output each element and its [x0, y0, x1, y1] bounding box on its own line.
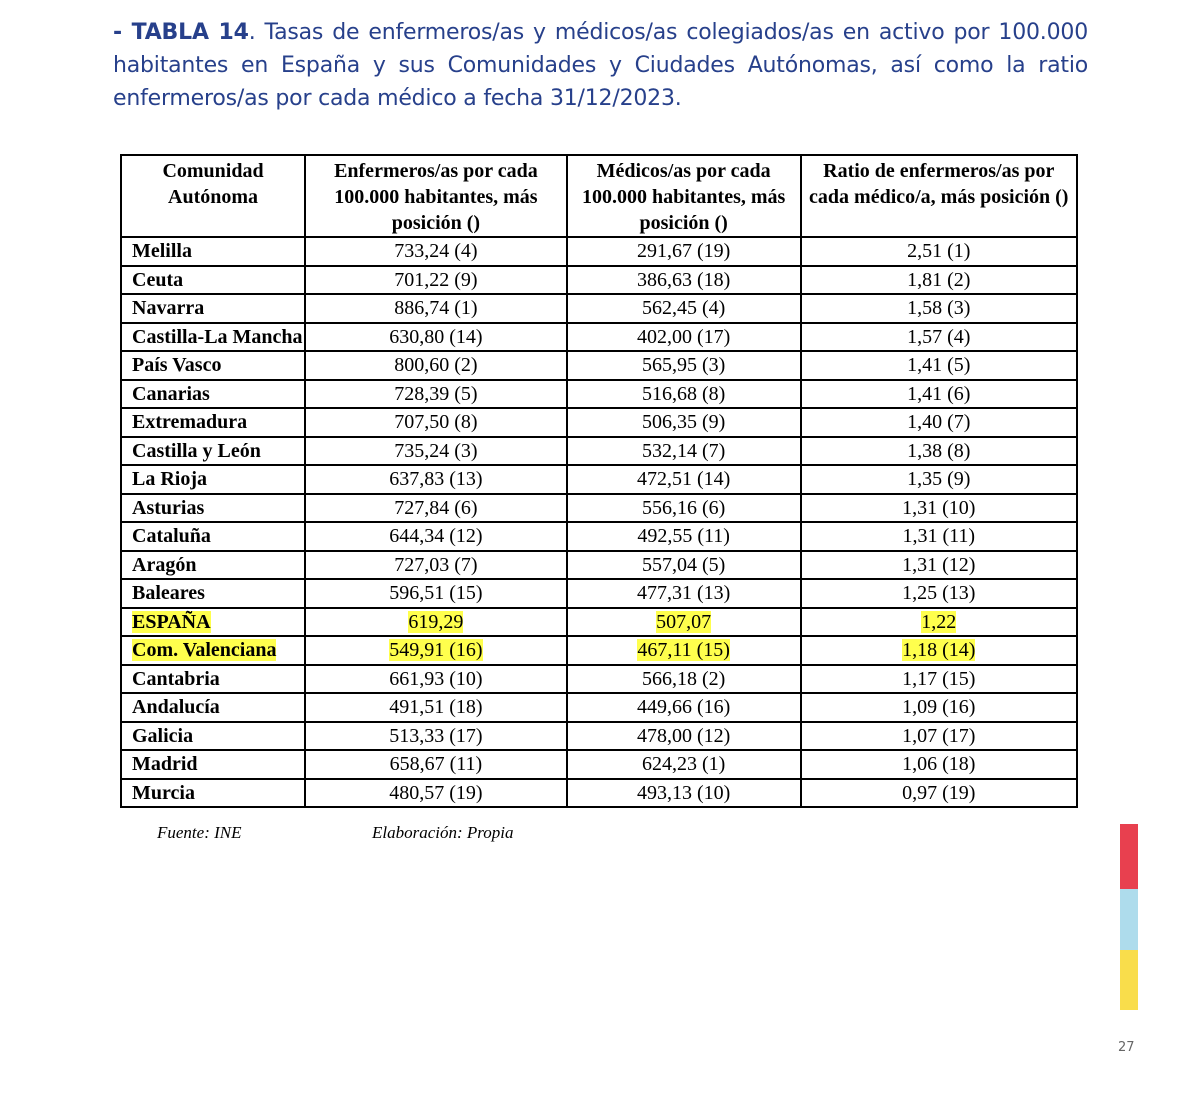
decorative-bar-blue — [1120, 889, 1138, 950]
medicos-cell-text: 562,45 (4) — [641, 297, 726, 319]
table-row — [121, 237, 1077, 266]
medicos-cell — [567, 494, 801, 523]
medicos-cell — [567, 294, 801, 323]
table-row — [121, 551, 1077, 580]
medicos-cell-text: 478,00 (12) — [636, 724, 731, 747]
enfermeros-cell — [305, 351, 567, 380]
enfermeros-cell — [305, 294, 567, 323]
medicos-cell-text: 532,14 (7) — [641, 439, 726, 462]
medicos-cell — [567, 237, 801, 266]
ratio-cell — [801, 323, 1077, 352]
medicos-cell-text: 449,66 (16) — [636, 696, 731, 718]
caption-label: - TABLA 14 — [113, 20, 249, 45]
ratio-cell-text: 1,31 (12) — [902, 553, 976, 576]
region-cell — [121, 408, 305, 437]
region-cell-text: Ceuta — [132, 268, 184, 291]
region-cell-text: Melilla — [132, 240, 192, 262]
enfermeros-cell — [305, 693, 567, 722]
table-row — [121, 722, 1077, 751]
enfermeros-cell-text: 549,91 (16) — [389, 639, 483, 661]
region-cell-text: Com. Valenciana — [132, 639, 277, 661]
table-row — [121, 693, 1077, 722]
enfermeros-cell-text: 596,51 (15) — [389, 582, 483, 604]
region-cell — [121, 465, 305, 494]
table-row — [121, 579, 1077, 608]
ratio-cell-text: 1,31 (10) — [902, 496, 976, 519]
table-body — [121, 237, 1077, 807]
region-cell — [121, 551, 305, 580]
table-row — [121, 465, 1077, 494]
medicos-cell — [567, 351, 801, 380]
ratio-cell-text: 1,07 (17) — [902, 724, 976, 747]
ratio-cell-text: 1,25 (13) — [902, 582, 976, 604]
medicos-cell — [567, 437, 801, 466]
header-enfermeros: Enfermeros/as por cada 100.000 habitantes, más posición () — [305, 155, 567, 237]
ratio-cell — [801, 494, 1077, 523]
ratio-cell-text: 1,40 (7) — [907, 411, 971, 433]
table-row — [121, 750, 1077, 779]
region-cell-text: Madrid — [132, 753, 198, 775]
table-row — [121, 294, 1077, 323]
ratio-cell — [801, 437, 1077, 466]
table-row — [121, 665, 1077, 694]
page-number: 27 — [1118, 1040, 1135, 1055]
table-row — [121, 608, 1077, 637]
enfermeros-cell-text: 735,24 (3) — [394, 439, 478, 462]
enfermeros-cell — [305, 522, 567, 551]
ratio-cell-text: 2,51 (1) — [907, 240, 971, 262]
ratio-cell — [801, 665, 1077, 694]
enfermeros-cell — [305, 437, 567, 466]
ratio-cell-text: 1,22 — [921, 610, 957, 633]
enfermeros-cell-text: 491,51 (18) — [389, 696, 483, 718]
region-cell — [121, 779, 305, 808]
region-cell — [121, 351, 305, 380]
enfermeros-cell — [305, 750, 567, 779]
region-cell-text: Galicia — [132, 724, 194, 747]
ratio-cell-text: 1,17 (15) — [902, 667, 976, 690]
header-ratio: Ratio de enfermeros/as por cada médico/a, más posición () — [801, 155, 1077, 237]
region-cell — [121, 437, 305, 466]
enfermeros-cell-text: 661,93 (10) — [389, 667, 483, 690]
region-cell-text: Castilla y León — [132, 439, 261, 462]
medicos-cell — [567, 408, 801, 437]
region-cell — [121, 294, 305, 323]
region-cell — [121, 608, 305, 637]
region-cell-text: Cataluña — [132, 525, 211, 547]
region-cell — [121, 636, 305, 665]
medicos-cell-text: 402,00 (17) — [636, 325, 731, 348]
table-row — [121, 266, 1077, 295]
region-cell-text: Andalucía — [132, 696, 220, 718]
ratio-cell — [801, 237, 1077, 266]
enfermeros-cell — [305, 779, 567, 808]
enfermeros-cell-text: 701,22 (9) — [394, 268, 478, 291]
enfermeros-cell — [305, 408, 567, 437]
region-cell-text: Aragón — [132, 553, 197, 576]
enfermeros-cell — [305, 665, 567, 694]
medicos-cell-text: 566,18 (2) — [641, 667, 726, 690]
enfermeros-cell-text: 480,57 (19) — [389, 781, 483, 804]
ratio-cell — [801, 636, 1077, 665]
enfermeros-cell-text: 733,24 (4) — [394, 240, 478, 262]
enfermeros-cell-text: 644,34 (12) — [389, 525, 483, 547]
enfermeros-cell — [305, 465, 567, 494]
enfermeros-cell-text: 619,29 — [408, 610, 464, 633]
medicos-cell — [567, 693, 801, 722]
table-caption — [113, 16, 1088, 115]
table-row — [121, 380, 1077, 409]
ratio-cell — [801, 750, 1077, 779]
enfermeros-cell — [305, 551, 567, 580]
ratio-cell — [801, 579, 1077, 608]
enfermeros-cell-text: 637,83 (13) — [389, 468, 483, 490]
ratio-cell — [801, 266, 1077, 295]
region-cell-text: Cantabria — [132, 667, 220, 690]
medicos-cell — [567, 579, 801, 608]
region-cell — [121, 750, 305, 779]
enfermeros-cell-text: 658,67 (11) — [389, 753, 483, 775]
region-cell — [121, 494, 305, 523]
region-cell — [121, 579, 305, 608]
ratio-cell-text: 1,58 (3) — [907, 297, 971, 319]
region-cell-text: País Vasco — [132, 354, 222, 376]
medicos-cell — [567, 323, 801, 352]
medicos-cell-text: 565,95 (3) — [641, 354, 726, 376]
enfermeros-cell — [305, 579, 567, 608]
enfermeros-cell-text: 707,50 (8) — [394, 411, 478, 433]
ratio-cell-text: 1,81 (2) — [907, 268, 971, 291]
medicos-cell-text: 506,35 (9) — [641, 411, 726, 433]
medicos-cell-text: 557,04 (5) — [641, 553, 726, 576]
header-medicos: Médicos/as por cada 100.000 habitantes, más posición () — [567, 155, 801, 237]
medicos-cell — [567, 266, 801, 295]
medicos-cell-text: 472,51 (14) — [636, 468, 731, 490]
ratio-cell — [801, 779, 1077, 808]
region-cell — [121, 380, 305, 409]
decorative-bar-yellow — [1120, 950, 1138, 1010]
medicos-cell — [567, 551, 801, 580]
data-table — [120, 154, 1078, 808]
enfermeros-cell-text: 800,60 (2) — [394, 354, 478, 376]
ratio-cell-text: 1,38 (8) — [907, 439, 971, 462]
enfermeros-cell-text: 727,03 (7) — [394, 553, 478, 576]
enfermeros-cell — [305, 494, 567, 523]
enfermeros-cell-text: 727,84 (6) — [394, 496, 478, 519]
medicos-cell — [567, 722, 801, 751]
enfermeros-cell-text: 728,39 (5) — [394, 382, 478, 405]
enfermeros-cell — [305, 636, 567, 665]
medicos-cell — [567, 522, 801, 551]
enfermeros-cell-text: 513,33 (17) — [389, 724, 483, 747]
medicos-cell-text: 516,68 (8) — [641, 382, 726, 405]
enfermeros-cell — [305, 237, 567, 266]
medicos-cell-text: 477,31 (13) — [636, 582, 731, 604]
ratio-cell-text: 0,97 (19) — [902, 781, 976, 804]
medicos-cell — [567, 380, 801, 409]
decorative-bar-red — [1120, 824, 1138, 889]
ratio-cell-text: 1,09 (16) — [902, 696, 976, 718]
region-cell — [121, 266, 305, 295]
region-cell-text: Baleares — [132, 582, 205, 604]
ratio-cell — [801, 465, 1077, 494]
ratio-cell-text: 1,41 (5) — [907, 354, 971, 376]
ratio-cell — [801, 408, 1077, 437]
region-cell — [121, 522, 305, 551]
enfermeros-cell — [305, 380, 567, 409]
medicos-cell-text: 556,16 (6) — [641, 496, 726, 519]
enfermeros-cell — [305, 323, 567, 352]
table-row — [121, 437, 1077, 466]
table-row — [121, 408, 1077, 437]
region-cell — [121, 323, 305, 352]
medicos-cell-text: 493,13 (10) — [636, 781, 731, 804]
enfermeros-cell — [305, 722, 567, 751]
ratio-cell — [801, 551, 1077, 580]
table-row — [121, 636, 1077, 665]
ratio-cell-text: 1,06 (18) — [902, 753, 976, 775]
enfermeros-cell-text: 630,80 (14) — [389, 325, 483, 348]
ratio-cell — [801, 294, 1077, 323]
table-row — [121, 323, 1077, 352]
medicos-cell — [567, 779, 801, 808]
elaboration-footnote: Elaboración: Propia — [372, 823, 514, 842]
region-cell-text: Castilla-La Mancha — [132, 325, 303, 348]
ratio-cell-text: 1,18 (14) — [902, 639, 976, 661]
ratio-cell-text: 1,31 (11) — [902, 525, 976, 547]
ratio-cell — [801, 693, 1077, 722]
medicos-cell-text: 492,55 (11) — [637, 525, 730, 547]
medicos-cell — [567, 665, 801, 694]
medicos-cell-text: 291,67 (19) — [636, 240, 731, 262]
table-row — [121, 494, 1077, 523]
region-cell-text: Extremadura — [132, 411, 248, 433]
medicos-cell — [567, 750, 801, 779]
enfermeros-cell — [305, 608, 567, 637]
ratio-cell-text: 1,57 (4) — [907, 325, 971, 348]
region-cell — [121, 237, 305, 266]
ratio-cell — [801, 608, 1077, 637]
source-footnote: Fuente: INE — [157, 823, 242, 842]
medicos-cell-text: 624,23 (1) — [641, 753, 726, 775]
region-cell-text: Navarra — [132, 297, 205, 319]
medicos-cell — [567, 636, 801, 665]
ratio-cell-text: 1,41 (6) — [907, 382, 971, 405]
region-cell — [121, 665, 305, 694]
header-comunidad: Comunidad Autónoma — [121, 155, 305, 237]
table-header-row — [121, 155, 1077, 237]
enfermeros-cell — [305, 266, 567, 295]
ratio-cell — [801, 351, 1077, 380]
region-cell-text: Canarias — [132, 382, 210, 405]
region-cell-text: Asturias — [132, 496, 205, 519]
medicos-cell — [567, 465, 801, 494]
region-cell — [121, 693, 305, 722]
enfermeros-cell-text: 886,74 (1) — [394, 297, 478, 319]
region-cell-text: ESPAÑA — [132, 610, 211, 633]
ratio-cell-text: 1,35 (9) — [907, 468, 971, 490]
medicos-cell-text: 507,07 — [656, 610, 712, 633]
medicos-cell-text: 467,11 (15) — [637, 639, 730, 661]
medicos-cell — [567, 608, 801, 637]
medicos-cell-text: 386,63 (18) — [636, 268, 731, 291]
ratio-cell — [801, 522, 1077, 551]
table-row — [121, 522, 1077, 551]
caption-text: . Tasas de enfermeros/as y médicos/as colegiados/as en activo por 100.000 habitantes en España y sus Comunidades y Ciudades Autónomas, así como la ratio enfermeros/as por cada médico a fecha 31/12/2023. — [113, 20, 1088, 111]
table-row — [121, 779, 1077, 808]
table-row — [121, 351, 1077, 380]
region-cell-text: Murcia — [132, 781, 195, 804]
region-cell-text: La Rioja — [132, 468, 207, 490]
region-cell — [121, 722, 305, 751]
ratio-cell — [801, 722, 1077, 751]
ratio-cell — [801, 380, 1077, 409]
